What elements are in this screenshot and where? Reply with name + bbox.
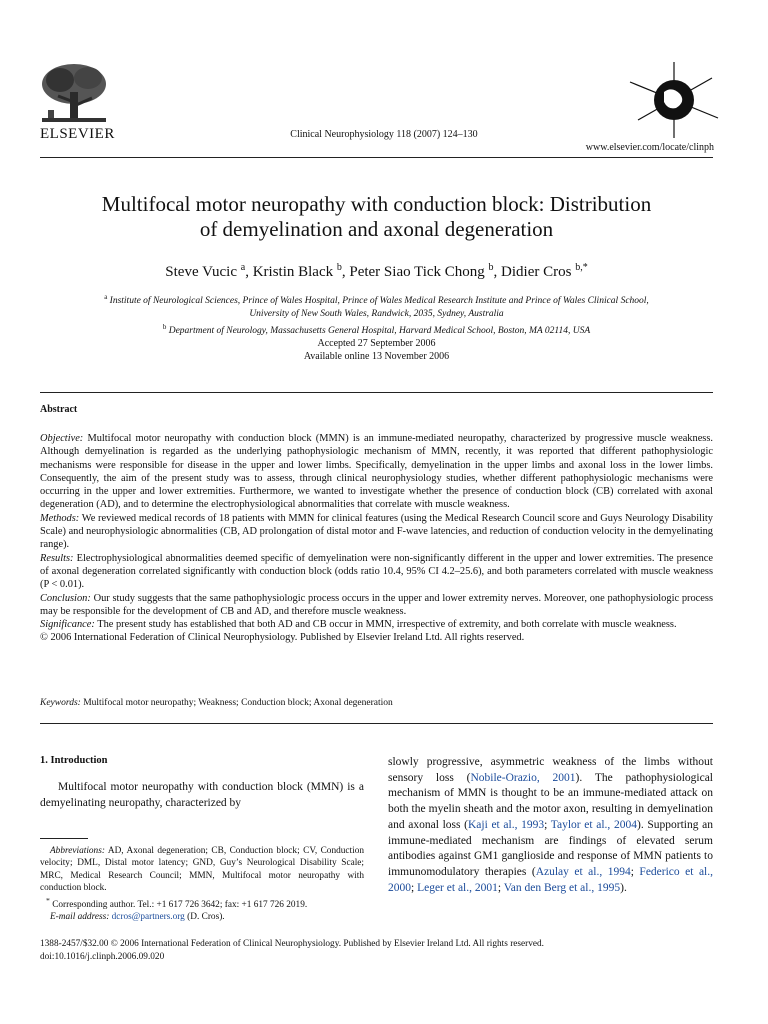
citation-link[interactable]: Kaji et al., 1993 — [467, 818, 545, 831]
abstract-body: Objective: Multifocal motor neuropathy with conduction block (MMN) is an immune-mediated neuropathy, characterized by progressive muscle weakness. Although demyelination is regarded as the underlying pathophysiologic mechanism of MMN, recently, it was reported that different pathophysiologic mechanisms were responsible for disease in the upper and lower limbs. Specifically, demyelination in the upper limbs and axonal loss in the lower limbs. Consequently, the aim of the present study was to assess, through clinical neurophysiology studies, whether different pathophysiologic mechanisms were occurring in the upper and lower extremities. Furthermore, we wanted to investigate whether the presence of conduction block (CB) correlated with axonal degeneration (AD), and to determine the electrophysiological abnormalities that correlate with muscle weakness. Methods: We reviewed medical records of 18 patients with MMN for clinical features (using the Medical Research Council score and Guys Neurology Disability Scale) and neurophysiologic abnormalities (CB, AD prolongation of distal motor and F-wave latencies, and reduction of conduction velocity in the demyelinating range). Results: Electrophysiological abnormalities deemed specific of demyelination were non-significantly different in the upper and lower extremities. The presence of axonal degeneration correlated significantly with conduction block (odds ratio 10.4, 95% CI 4.2–25.6), and both parameters correlated with muscle weakness (P < 0.01). Conclusion: Our study suggests that the same pathophysiologic process occurs in the upper and lower extremity nerves. Moreover, one pathophysiologic process may be responsible for the development of CB and AD, and therefore muscle weakness. Significance: The present study has established that both AD and CB occur in MMN, irrespective of extremity, and both correlate with muscle weakness. © 2006 International Federation of Clinical Neurophysiology. Published by Elsevier Ireland Ltd. All rights reserved. — [40, 433, 713, 644]
publisher-name: ELSEVIER — [40, 126, 115, 142]
citation-link[interactable]: Leger et al., 2001 — [417, 881, 498, 894]
affiliation-mark: b — [336, 262, 342, 273]
citation-link[interactable]: Federico et al., 2000 — [388, 865, 713, 894]
affiliation-mark: b — [488, 262, 494, 273]
author-name: Didier Cros — [501, 264, 572, 280]
elsevier-tree-logo — [38, 62, 110, 126]
citation-link[interactable]: Van den Berg et al., 1995 — [503, 881, 621, 894]
keywords: Keywords: Multifocal motor neuropathy; Weakness; Conduction block; Axonal degeneration — [40, 698, 393, 708]
author-list: Steve Vucic $^a$, Kristin Black $^b$, Peter Siao Tick Chong $^b$, Didier Cros $^{b,*}$ — [165, 262, 588, 280]
author-name: Steve Vucic — [165, 264, 237, 280]
abstract-bottom-rule — [40, 723, 713, 724]
journal-globe-logo — [624, 60, 724, 140]
journal-url[interactable]: www.elsevier.com/locate/clinph — [585, 142, 714, 153]
footnotes: Abbreviations: AD, Axonal degeneration; CB, Conduction block; CV, Conduction velocity; DML, Distal motor latency; GND, Guy’s Neurological Disability Scale; MRC, Medical Research Council; MMN, Multifocal motor neuropathy with conduction block. * Corresponding author. Tel.: +1 617 726 3642; fax: +1 617 726 2019. E-mail address: dcros@partners.org (D. Cros). — [40, 846, 364, 923]
page-footer — [40, 938, 713, 964]
right-column — [388, 755, 713, 896]
copyright-notice: © 2006 International Federation of Clinical Neurophysiology. Published by Elsevier Ireland Ltd. All rights reserved. — [40, 632, 525, 644]
affiliation-mark: b,* — [575, 262, 588, 273]
affiliations: $^a$ Institute of Neurological Sciences, Prince of Wales Hospital, Prince of Wales Medical Research Institute and Prince of Wales Clinical School, University of New South Wales, Randwick, 2035, Sydney, Australia $^b$ Department of Neurology, Massachusetts General Hospital, Harvard Medical School, Boston, MA 02114, USA — [104, 293, 649, 337]
online-date: Available online 13 November 2006 — [303, 351, 450, 362]
journal-reference: Clinical Neurophysiology 118 (2007) 124–130 — [290, 129, 478, 140]
left-column — [40, 755, 364, 811]
affiliation-mark: a — [240, 262, 246, 273]
abstract-heading: Abstract — [40, 404, 78, 415]
footnote-divider — [40, 838, 88, 839]
abstract-top-rule — [40, 392, 713, 393]
body-paragraph: Multifocal motor neuropathy with conduction block (MMN) is a demyelinating neuropathy, characterized by — [40, 781, 364, 809]
email-link[interactable]: dcros@partners.org — [111, 912, 185, 923]
author-name: Kristin Black — [252, 264, 334, 280]
citation-link[interactable]: Azulay et al., 1994 — [535, 865, 631, 878]
doi: doi:10.1016/j.clinph.2006.09.020 — [40, 952, 165, 962]
body-paragraph: slowly progressive, asymmetric weakness of the limbs without sensory loss (Nobile-Orazio, 2001). The pathophysiological mechanism of MMN is thought to be an immune-mediated attack on both the myelin sheath and the motor axon, resulting in demyelination and axonal loss (Kaji et al., 1993; Taylor et al., 2004). Supporting an immune-mediated mechanism are findings of elevated serum antibodies against GM1 ganglioside and response of MMN patients to immunomodulatory therapies (Azulay et al., 1994; Federico et al., 2000; Leger et al., 2001; Van den Berg et al., 1995). — [388, 756, 713, 894]
article-dates — [40, 337, 713, 363]
section-heading: 1. Introduction — [40, 755, 108, 766]
header-divider — [40, 157, 713, 158]
author-name: Peter Siao Tick Chong — [349, 264, 485, 280]
citation-link[interactable]: Taylor et al., 2004 — [550, 818, 637, 831]
accepted-date: Accepted 27 September 2006 — [317, 338, 436, 349]
issn-copyright: 1388-2457/$32.00 © 2006 International Federation of Clinical Neurophysiology. Published by Elsevier Ireland Ltd. All rights reserved. — [40, 939, 545, 949]
citation-link[interactable]: Nobile-Orazio, 2001 — [470, 771, 576, 784]
article-title: Multifocal motor neuropathy with conduction block: Distribution of demyelination and axonal degeneration — [101, 192, 652, 241]
